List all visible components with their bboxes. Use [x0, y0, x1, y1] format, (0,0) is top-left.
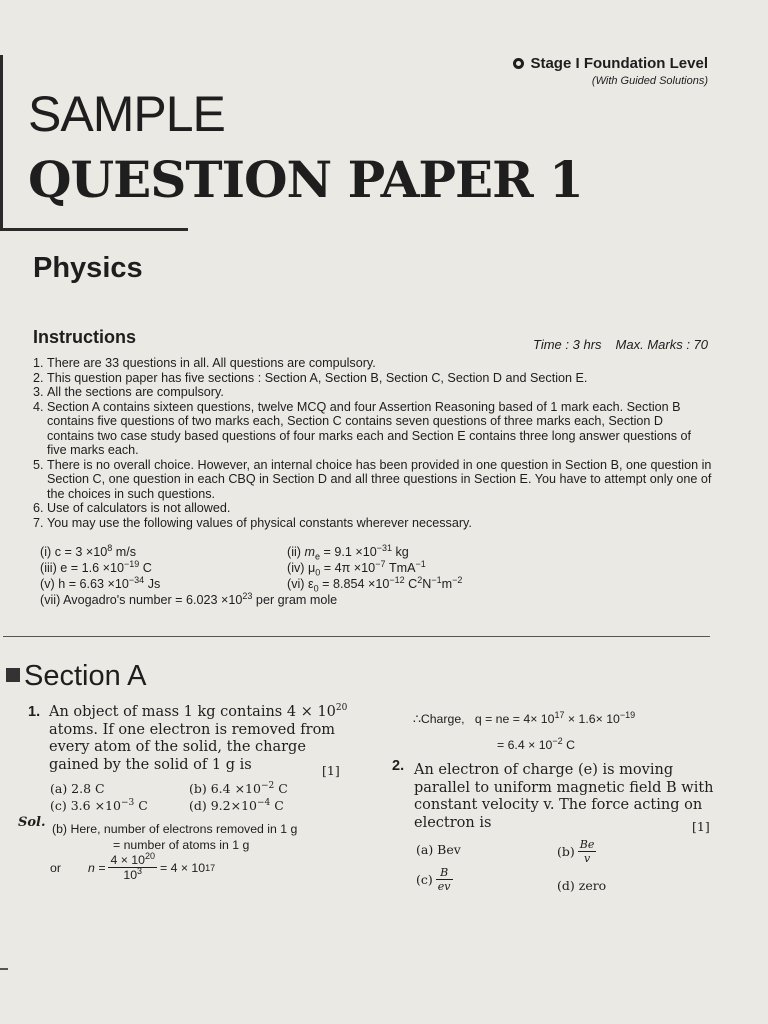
q1-option-d — [189, 798, 284, 813]
text: (c) 3.6 ×10 — [50, 798, 121, 813]
constants-row — [40, 574, 490, 594]
unit: N — [422, 577, 432, 591]
exp: 20 — [144, 850, 155, 861]
item-num: 7. — [33, 515, 44, 530]
item-text: This question paper has five sections : Section A, Section B, Section C, Section D and Section E. — [47, 370, 588, 385]
q1-option-c — [50, 798, 148, 813]
unit: TmA — [385, 561, 416, 575]
time-marks — [519, 337, 708, 352]
value: e = 1.6 ×10 — [60, 561, 125, 575]
item-num: 5. — [33, 457, 44, 472]
exp: −19 — [124, 558, 140, 569]
q1-charge-equation — [413, 709, 636, 726]
label: (b) — [557, 844, 575, 859]
unit: C — [139, 561, 152, 575]
title-border-vertical — [0, 55, 3, 230]
constants-row — [40, 590, 490, 609]
stage-bullet-icon — [513, 58, 524, 69]
constant-e — [40, 558, 152, 575]
q1-solution-label: Sol. — [18, 815, 46, 830]
label: (iii) — [40, 561, 57, 575]
exp: 20 — [335, 703, 348, 714]
exp: 3 — [137, 865, 143, 876]
q1-solution-line2: = number of atoms in 1 g — [113, 838, 250, 852]
constants-row — [40, 558, 490, 578]
denominator — [108, 865, 157, 882]
unit: Js — [144, 577, 161, 591]
fraction — [578, 838, 597, 865]
stage-label — [513, 55, 708, 72]
unit: C — [274, 781, 288, 796]
exp: 8 — [107, 542, 113, 553]
q2-line2: parallel to uniform magnetic field B with — [414, 779, 714, 796]
q2-marks: [1] — [692, 819, 710, 834]
unit-exp: −1 — [415, 558, 426, 569]
unit-exp: −2 — [452, 574, 463, 585]
label: (vii) — [40, 593, 61, 607]
unit-exp: 2 — [417, 574, 423, 585]
q2-line4: electron is — [414, 814, 492, 831]
exp: 23 — [242, 590, 253, 601]
unit: C — [562, 738, 575, 752]
q2-line1: An electron of charge (e) is moving — [414, 762, 674, 778]
result: = 4 × 10 — [159, 860, 206, 875]
instruction-item — [33, 400, 713, 458]
unit: C — [134, 798, 148, 813]
instruction-item — [33, 371, 713, 386]
text: 10 — [123, 868, 138, 882]
instruction-item — [33, 356, 713, 371]
exp: −12 — [389, 574, 405, 585]
exp: −34 — [128, 574, 145, 585]
exp: −7 — [375, 558, 386, 569]
sub: 0 — [315, 567, 321, 578]
q1-solution-line1: (b) Here, number of electrons removed in 1 g — [52, 822, 298, 836]
unit: m — [441, 577, 453, 591]
section-a-heading: Section A — [24, 660, 147, 692]
q1-solution-or: or — [50, 861, 61, 875]
exp: −2 — [552, 735, 563, 746]
exp: −19 — [619, 709, 636, 720]
label: (i) — [40, 545, 52, 559]
label: (iv) — [287, 561, 305, 575]
stage-text: Stage I Foundation Level — [530, 55, 708, 72]
instructions-list — [33, 356, 713, 530]
unit: C — [404, 577, 418, 591]
text: 4 × 10 — [110, 853, 145, 867]
time-text: Time : 3 hrs — [533, 337, 602, 352]
text: An object of mass 1 kg contains 4 × 10 — [49, 704, 336, 720]
item-text: Use of calculators is not allowed. — [47, 501, 231, 515]
q1-number: 1. — [28, 704, 41, 720]
text: = 6.4 × 10 — [497, 738, 553, 752]
q1-line3: every atom of the solid, the charge — [49, 739, 306, 755]
constant-me — [287, 542, 409, 562]
label: (c) — [416, 872, 433, 887]
q1-line2: atoms. If one electron is removed from — [49, 721, 336, 738]
unit: kg — [392, 545, 409, 559]
sub: 0 — [313, 583, 319, 594]
label: (ii) — [287, 545, 301, 559]
q2-option-a: (a) Bev — [416, 842, 461, 857]
constants-table — [40, 542, 490, 609]
item-num: 6. — [33, 501, 44, 515]
section-square-icon — [6, 668, 20, 682]
exp: 17 — [554, 709, 565, 720]
q1-text — [49, 704, 349, 774]
item-text: All the sections are compulsory. — [47, 385, 224, 399]
unit-exp: −1 — [431, 574, 442, 585]
instruction-item — [33, 385, 713, 400]
numerator — [108, 850, 157, 868]
instruction-item — [33, 516, 713, 531]
constant-h — [40, 574, 161, 591]
instruction-item — [33, 501, 713, 516]
symbol: ε — [307, 577, 314, 591]
constant-eps0 — [287, 574, 463, 594]
numerator: B — [436, 866, 453, 880]
constant-c — [40, 542, 137, 559]
item-num: 3. — [33, 385, 44, 399]
exp: −31 — [376, 542, 393, 553]
item-num: 2. — [33, 370, 44, 385]
q2-option-d: (d) zero — [557, 878, 607, 893]
denominator: ev — [437, 880, 451, 893]
item-num: 1. — [33, 356, 44, 370]
q1-line1 — [49, 704, 349, 722]
q1-solution-equation: n = $\frac{4 \times 10^{20}}{10^3}$ = 4 × 10 17 — [88, 850, 216, 882]
q2-option-b — [557, 838, 599, 865]
value: = 4π ×10 — [320, 561, 376, 575]
max-marks-text: Max. Marks : 70 — [615, 337, 708, 352]
instructions-heading: Instructions — [33, 327, 137, 347]
sub: e — [314, 551, 320, 562]
instruction-item — [33, 458, 713, 502]
symbol: μ — [307, 561, 316, 575]
title-question-paper: QUESTION PAPER 1 — [28, 150, 583, 209]
value: h = 6.63 ×10 — [58, 577, 129, 591]
q2-number: 2. — [392, 758, 405, 774]
q2-text — [414, 762, 714, 832]
item-text: There is no overall choice. However, an internal choice has been provided in one question in Section B, one question in Section C, one question in each CBQ in Section D and all three questions in Section E. You have to attempt only one of the choices in such questions. — [47, 457, 712, 501]
value: Avogadro's number = 6.023 ×10 — [63, 593, 243, 607]
text: × 1.6× 10 — [564, 712, 620, 726]
unit: C — [270, 798, 284, 813]
label: (vi) — [287, 577, 305, 591]
value: c = 3 ×10 — [54, 545, 108, 559]
item-text: You may use the following values of physical constants wherever necessary. — [47, 515, 472, 530]
exp: −3 — [120, 797, 135, 808]
unit: m/s — [112, 545, 137, 559]
q2-line3: constant velocity v. The force acting on — [414, 797, 703, 813]
q2-option-c — [416, 866, 456, 893]
label: ∴Charge, — [413, 712, 465, 726]
q1-line4: gained by the solid of 1 g is — [49, 756, 252, 773]
numerator: Be — [579, 838, 595, 851]
page-edge-mark — [0, 968, 8, 970]
exp: −4 — [257, 797, 271, 808]
value: = 9.1 ×10 — [320, 545, 377, 559]
fraction — [108, 850, 157, 882]
value: = 8.854 ×10 — [318, 577, 390, 591]
item-text: Section A contains sixteen questions, twelve MCQ and four Assertion Reasoning based of 1 mark each. Section B contains five questions of two marks each, Section C contains seven questions of three marks each, Section D contains two case study based questions of four marks each and Section E contains three long answer questions of five marks each. — [47, 399, 692, 457]
q1-option-b — [189, 781, 288, 796]
symbol: m — [304, 545, 315, 559]
fraction — [436, 866, 453, 893]
lhs: n = — [88, 860, 106, 875]
stage-subtitle: (With Guided Solutions) — [591, 75, 708, 87]
exp: −2 — [260, 780, 275, 791]
title-sample: SAMPLE — [28, 86, 225, 142]
q1-option-a: (a) 2.8 C — [50, 781, 105, 796]
q1-charge-result — [497, 735, 575, 752]
unit: per gram mole — [252, 593, 338, 607]
q1-marks: [1] — [322, 763, 340, 778]
denominator: v — [583, 852, 591, 865]
item-num: 4. — [33, 399, 44, 414]
subject-heading: Physics — [33, 252, 143, 284]
constant-mu0 — [287, 558, 426, 578]
label: (v) — [40, 577, 55, 591]
title-border-horizontal — [0, 228, 188, 231]
section-divider — [3, 636, 710, 637]
text: q = ne = 4× 10 — [474, 712, 555, 726]
item-text: There are 33 questions in all. All questions are compulsory. — [47, 356, 376, 370]
text: (b) 6.4 ×10 — [189, 781, 261, 796]
constant-avogadro — [40, 590, 338, 607]
text: (d) 9.2×10 — [189, 798, 257, 813]
